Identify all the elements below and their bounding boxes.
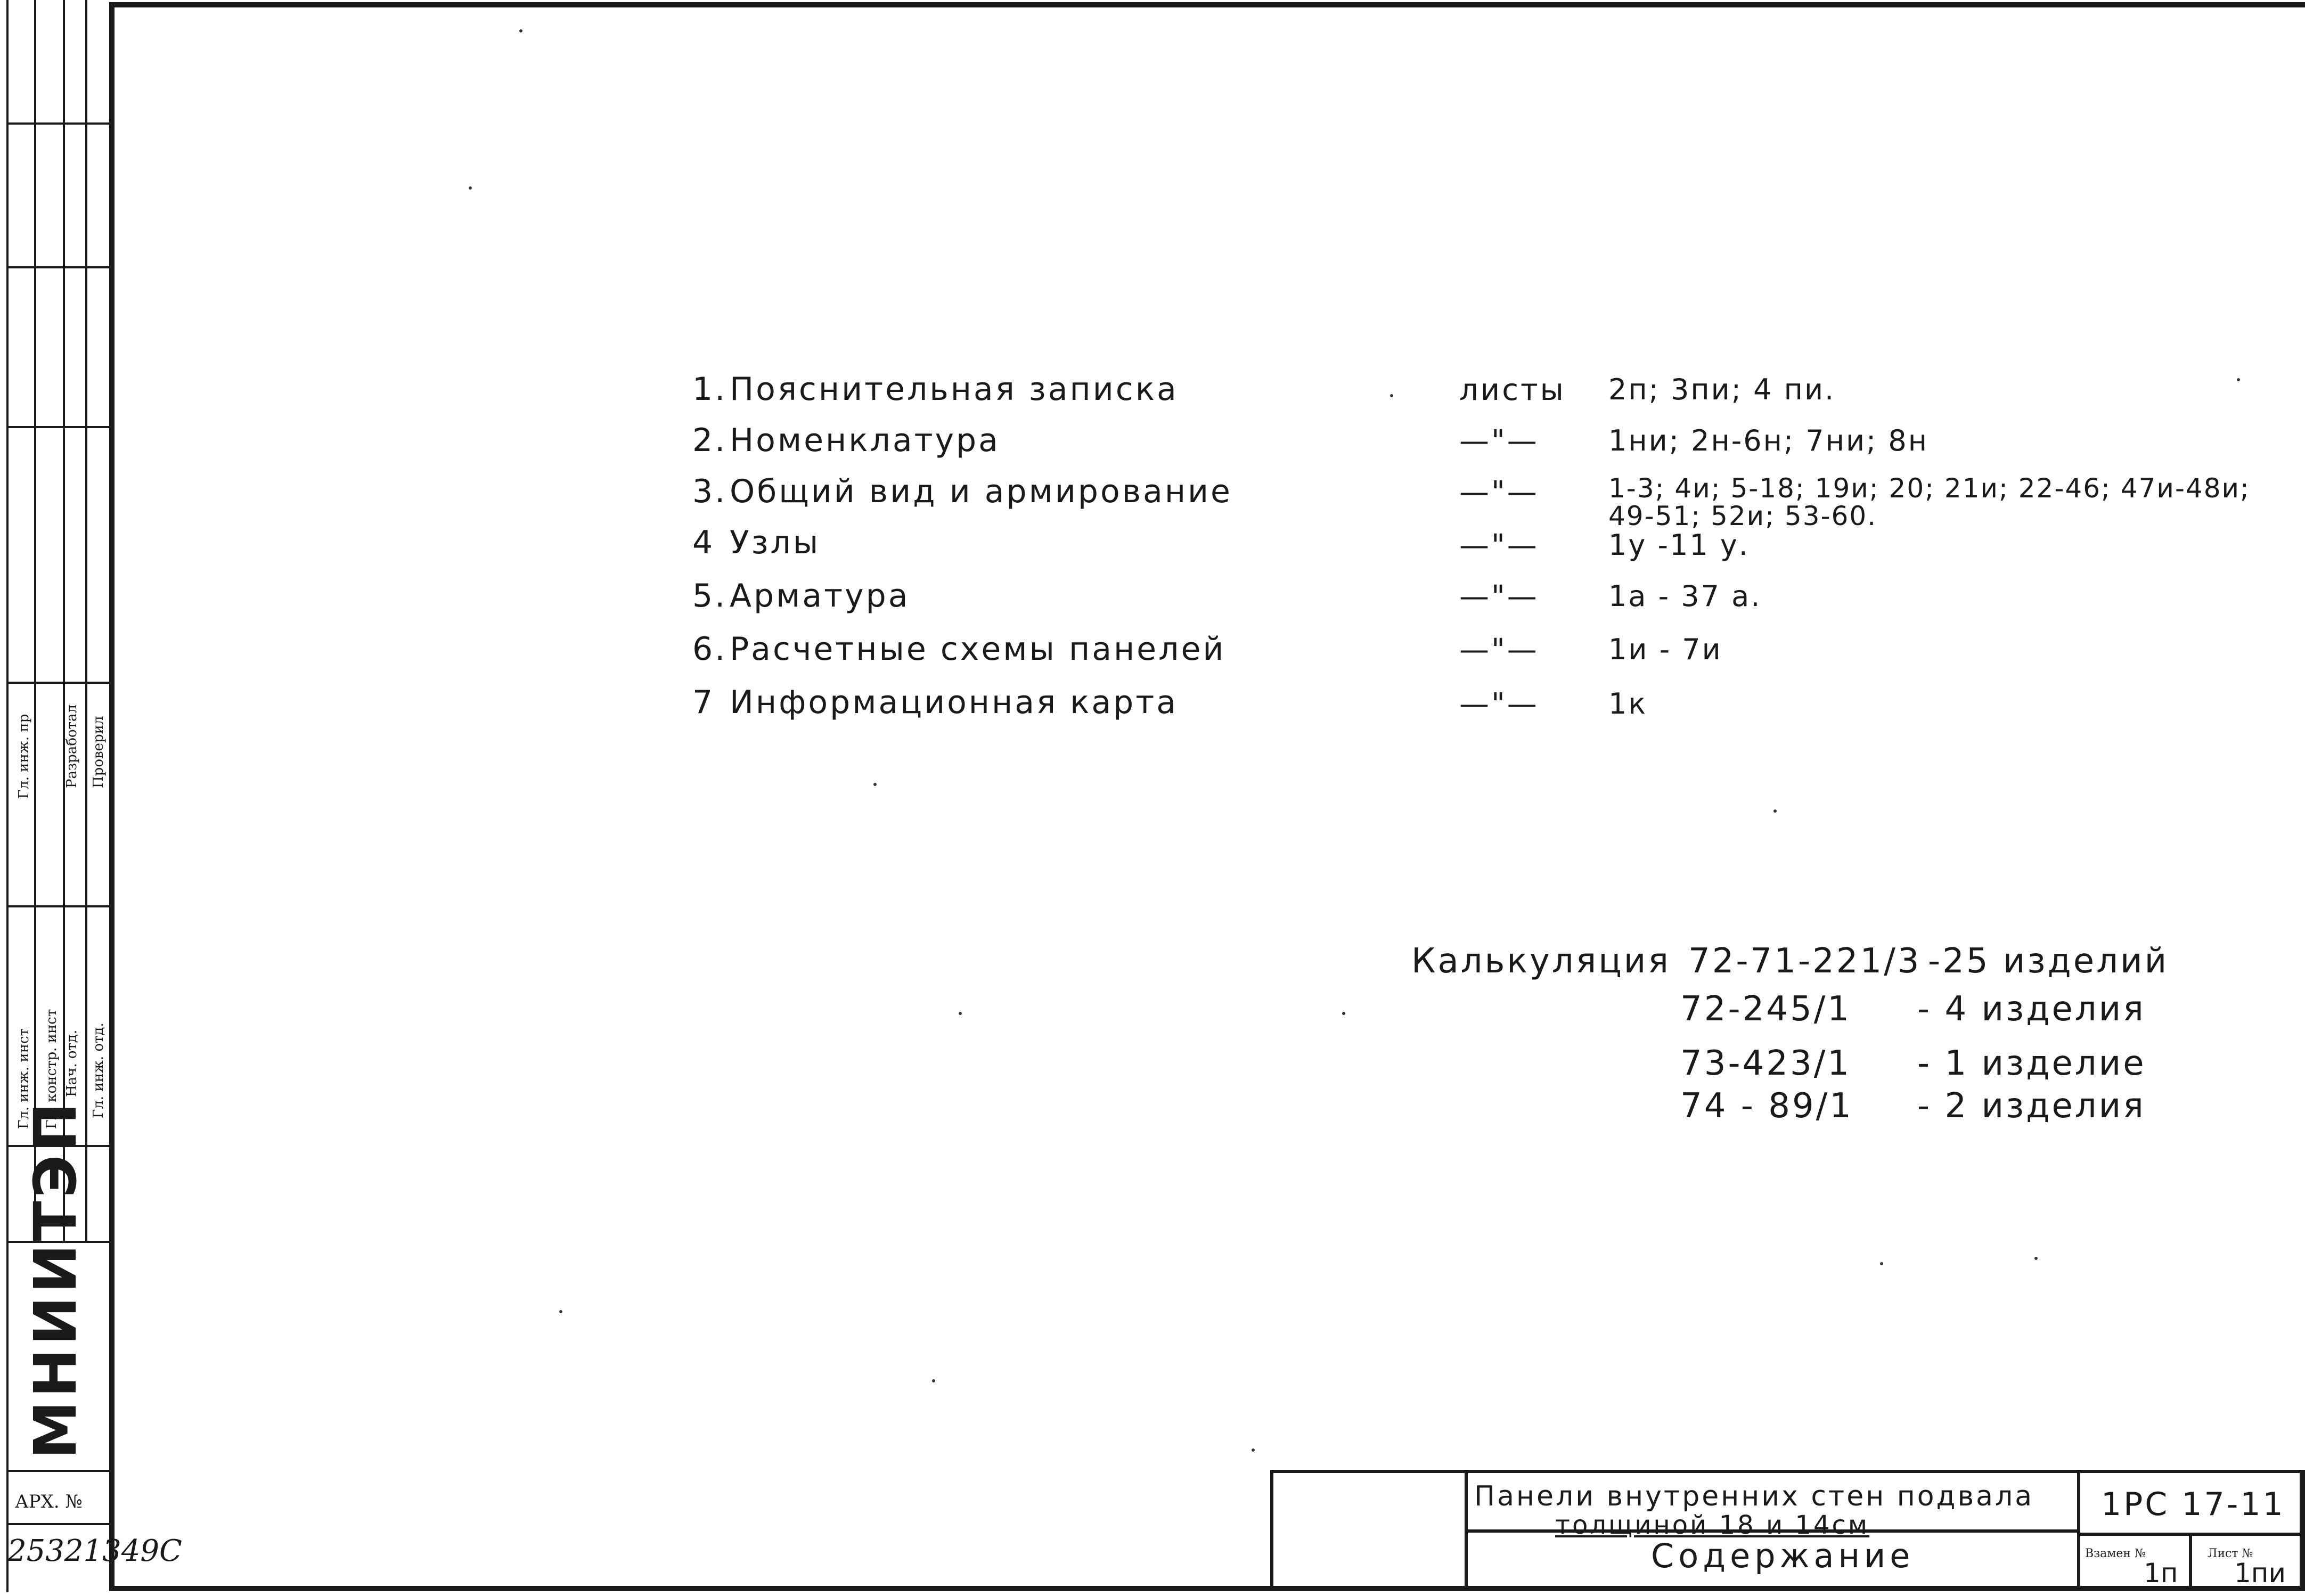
- scan-speck: [932, 1379, 935, 1382]
- scan-speck: [1252, 1448, 1255, 1452]
- calculation-qty: - 1 изделие: [1917, 1044, 2146, 1083]
- replacement-label: Взамен №: [2085, 1547, 2146, 1560]
- sheets-value: 1а - 37 а.: [1608, 579, 1762, 613]
- item-number: 3.: [692, 473, 728, 510]
- signature-label: Разработал: [64, 704, 80, 788]
- strip-line: [6, 1523, 110, 1525]
- sheet-frame-bottom: [109, 1586, 2305, 1591]
- drawing-title-line2: толщиной 18 и 14см: [1555, 1510, 1870, 1540]
- sheets-label: —"—: [1459, 528, 1539, 563]
- contents-item: [692, 631, 1225, 668]
- scan-speck: [1342, 1012, 1345, 1015]
- title-block-border: [1270, 1470, 1273, 1591]
- signature-label: Гл. констр. инст: [44, 1009, 60, 1129]
- drawing-subtitle: Содержание: [1651, 1536, 1915, 1575]
- contents-item: [692, 371, 1179, 408]
- signature-label: Гл. инж. инст: [16, 1028, 32, 1129]
- calculation-code: 72-71-221/3: [1688, 942, 1922, 981]
- sheets-label: —"—: [1459, 424, 1539, 459]
- archive-number: 25321349С: [7, 1534, 182, 1568]
- sheet-number-value: 1пи: [2234, 1558, 2286, 1589]
- strip-line: [6, 122, 110, 125]
- scan-speck: [873, 783, 877, 786]
- item-number: 5.: [692, 577, 728, 615]
- scan-speck: [2034, 1257, 2038, 1260]
- title-block-border: [1270, 1470, 2305, 1473]
- strip-line: [6, 905, 110, 907]
- scan-speck: [959, 1012, 962, 1015]
- calculation-label: Калькуляция: [1411, 942, 1671, 981]
- scan-speck: [559, 1310, 562, 1313]
- contents-item: [692, 473, 1232, 510]
- scan-speck: [1773, 809, 1777, 813]
- organization-name: МНИИТЭП: [21, 1099, 89, 1459]
- scan-speck: [1390, 394, 1393, 397]
- item-number: 4: [692, 524, 715, 561]
- sheets-value: 2п; 3пи; 4 пи.: [1608, 373, 1836, 406]
- calculation-qty: - 4 изделия: [1917, 989, 2146, 1029]
- strip-line: [6, 426, 110, 428]
- item-title: Арматура: [730, 577, 910, 615]
- sheets-label: —"—: [1459, 633, 1539, 667]
- sheets-label: —"—: [1459, 579, 1539, 614]
- sheets-value: 1и - 7и: [1608, 633, 1722, 666]
- scan-speck: [2237, 378, 2240, 381]
- item-title: Узлы: [730, 524, 821, 561]
- archive-label: АРХ. №: [15, 1491, 83, 1512]
- replacement-value: 1п: [2144, 1558, 2178, 1589]
- calculation-code: 72-245/1: [1680, 989, 1851, 1029]
- item-title: Расчетные схемы панелей: [730, 631, 1226, 668]
- sheets-value: 1ни; 2н-6н; 7ни; 8н: [1608, 424, 1929, 457]
- strip-line: [85, 0, 87, 1241]
- signature-label: Проверил: [91, 716, 107, 788]
- item-title: Номенклатура: [730, 422, 1000, 459]
- strip-line: [34, 0, 36, 1241]
- sheets-label: —"—: [1459, 687, 1539, 722]
- strip-line: [6, 0, 9, 1592]
- contents-item: [692, 577, 910, 615]
- signature-label: Гл. инж. пр: [16, 714, 32, 799]
- title-block-border: [2189, 1533, 2192, 1591]
- calculation-qty: - 2 изделия: [1917, 1086, 2146, 1126]
- sheet-frame-right: [2300, 1470, 2305, 1591]
- scan-speck: [469, 186, 472, 190]
- contents-item: [692, 684, 1178, 721]
- contents-item: [692, 422, 1000, 459]
- contents-item: [692, 524, 820, 561]
- strip-line: [6, 266, 110, 268]
- strip-line: [6, 682, 110, 684]
- item-title: Пояснительная записка: [730, 371, 1179, 408]
- scan-speck: [519, 29, 522, 32]
- strip-line: [6, 1470, 110, 1472]
- calculation-code: 73-423/1: [1680, 1044, 1851, 1083]
- scan-speck: [1880, 1262, 1883, 1265]
- sheets-value: 1у -11 у.: [1608, 528, 1750, 562]
- item-number: 2.: [692, 422, 728, 459]
- drawing-title-line1: Панели внутренних стен подвала: [1474, 1480, 2034, 1512]
- sheets-label: —"—: [1459, 475, 1539, 510]
- item-number: 7: [692, 684, 715, 721]
- title-block-border: [2077, 1470, 2080, 1591]
- item-title: Информационная карта: [730, 684, 1178, 721]
- calculation-qty: -25 изделий: [1928, 942, 2169, 981]
- item-number: 1.: [692, 371, 728, 408]
- sheet-number-label: Лист №: [2208, 1547, 2253, 1560]
- item-number: 6.: [692, 631, 728, 668]
- item-title: Общий вид и армирование: [730, 473, 1232, 510]
- calculation-code: 74 - 89/1: [1680, 1086, 1853, 1126]
- sheets-value: 1-3; 4и; 5-18; 19и; 20; 21и; 22-46; 47и-48и;: [1608, 473, 2250, 504]
- left-margin-strip: [0, 0, 182, 1596]
- signature-label: Гл. инж. отд.: [91, 1022, 107, 1118]
- sheets-value-continued: 49-51; 52и; 53-60.: [1608, 501, 1877, 531]
- drawing-code: 1РС 17-11: [2101, 1486, 2285, 1523]
- sheet-frame-top: [109, 2, 2305, 7]
- sheets-label: листы: [1459, 373, 1566, 407]
- signature-label: Нач. отд.: [64, 1029, 80, 1097]
- sheets-value: 1к: [1608, 687, 1647, 721]
